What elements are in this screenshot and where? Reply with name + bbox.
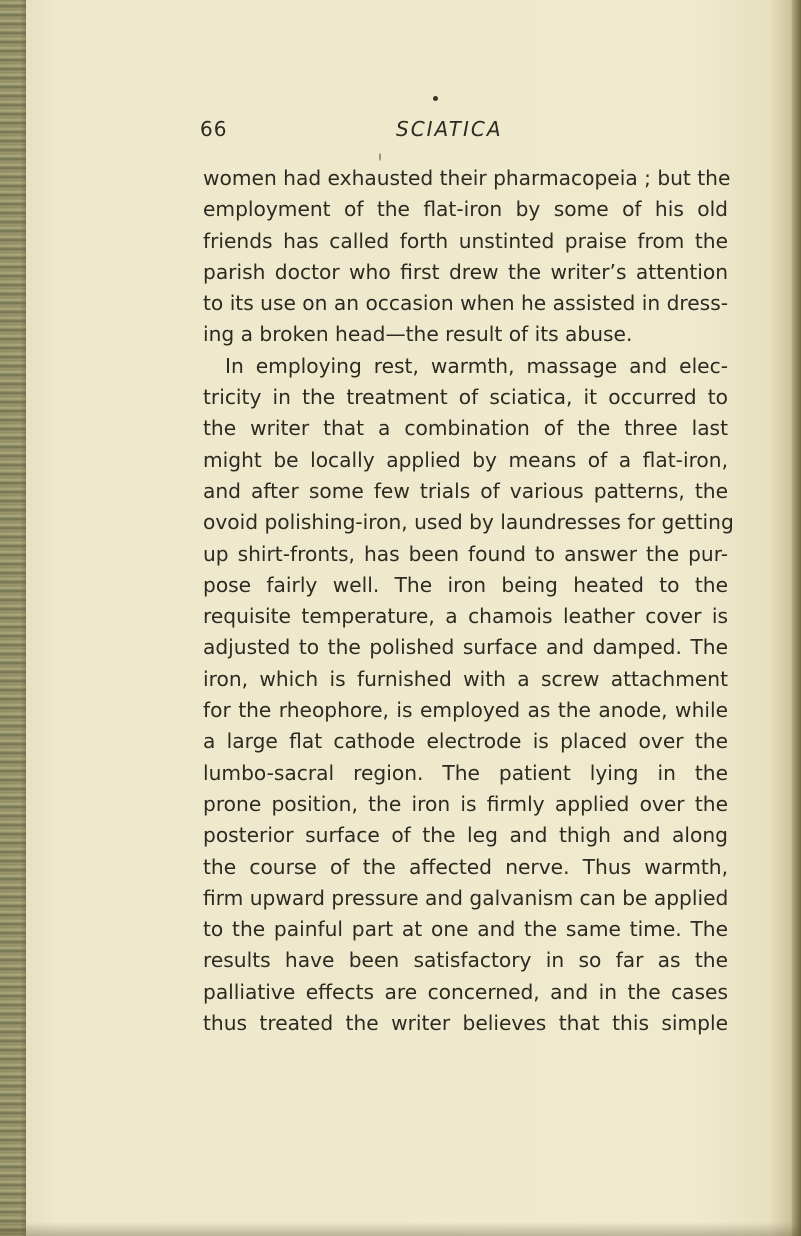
ink-speck — [379, 153, 381, 161]
text-line: requisite temperature, a chamois leather cover is — [203, 604, 728, 629]
text-line: In employing rest, warmth, massage and elec- — [225, 353, 728, 378]
text-line: to its use on an occasion when he assisted in dress- — [203, 291, 728, 316]
text-line: the writer that a combination of the three last — [203, 416, 728, 441]
text-line: and after some few trials of various patterns, the — [203, 478, 728, 503]
page-number: 66 — [200, 117, 228, 141]
page-edge — [792, 0, 801, 1236]
text-line: results have been satisfactory in so far as the — [203, 948, 728, 973]
text-line: iron, which is furnished with a screw attachment — [203, 666, 728, 691]
text-line: ovoid polishing-iron, used by laundresses for getting — [203, 510, 734, 535]
text-line: firm upward pressure and galvanism can be applied — [203, 885, 729, 910]
text-line: friends has called forth unstinted praise from the — [203, 228, 728, 253]
text-line: up shirt-fronts, has been found to answer the pur- — [203, 541, 728, 566]
text-line: for the rheophore, is employed as the anode, while — [203, 698, 728, 723]
text-line: to the painful part at one and the same time. The — [203, 917, 728, 942]
text-line: lumbo-sacral region. The patient lying in the — [203, 760, 728, 785]
ink-speck — [433, 96, 438, 101]
body-text — [203, 163, 734, 1039]
running-head — [200, 117, 620, 147]
text-line: palliative effects are concerned, and in the cases — [203, 979, 728, 1004]
text-line: posterior surface of the leg and thigh and along — [203, 823, 728, 848]
running-title: SCIATICA — [396, 117, 503, 141]
text-line: parish doctor who first drew the writer’s attention — [203, 259, 728, 284]
page-bottom-shadow — [0, 1222, 801, 1236]
text-line: women had exhausted their pharmacopeia ; but the — [203, 166, 731, 190]
text-line: employment of the flat-iron by some of his old — [203, 197, 728, 222]
text-line: might be locally applied by means of a flat-iron, — [203, 447, 728, 472]
binding-edge — [0, 0, 26, 1236]
text-line: thus treated the writer believes that this simple — [203, 1011, 728, 1036]
text-line: ing a broken head—the result of its abuse. — [203, 322, 633, 347]
text-line: prone position, the iron is firmly applied over the — [203, 791, 728, 816]
text-line: tricity in the treatment of sciatica, it occurred to — [203, 385, 728, 410]
text-line: pose fairly well. The iron being heated to the — [203, 572, 728, 597]
text-line: a large flat cathode electrode is placed over the — [203, 729, 728, 754]
text-line: adjusted to the polished surface and damped. The — [203, 635, 728, 660]
text-line: the course of the affected nerve. Thus warmth, — [203, 854, 728, 879]
